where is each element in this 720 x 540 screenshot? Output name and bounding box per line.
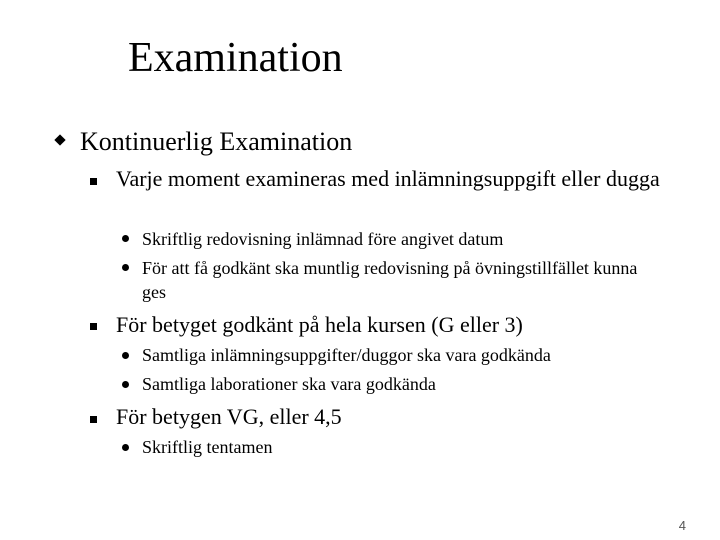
round-bullet-icon xyxy=(122,352,129,359)
main-bullet-text: Kontinuerlig Examination xyxy=(80,127,353,156)
list-item-level-3: Skriftlig redovisning inlämnad före angivet datum xyxy=(142,229,504,249)
list-item-level-3: Samtliga inlämningsuppgifter/duggor ska vara godkända xyxy=(142,345,551,365)
list-item-level-3: Samtliga laborationer ska vara godkända xyxy=(142,374,436,394)
round-bullet-icon xyxy=(122,444,129,451)
square-bullet-icon xyxy=(90,178,97,185)
round-bullet-icon xyxy=(122,264,129,271)
diamond-bullet-icon xyxy=(54,134,65,145)
round-bullet-icon xyxy=(122,235,129,242)
slide-title: Examination xyxy=(128,35,343,81)
list-item-level-2: För betygen VG, eller 4,5 xyxy=(116,404,342,429)
page-number: 4 xyxy=(678,518,686,533)
square-bullet-icon xyxy=(90,416,97,423)
list-item-level-3: För att få godkänt ska muntlig redovisning på övningstillfället kunna ges xyxy=(142,258,638,302)
square-bullet-icon xyxy=(90,323,97,330)
round-bullet-icon xyxy=(122,381,129,388)
list-item-level-3: Skriftlig tentamen xyxy=(142,437,273,457)
list-item-level-2: Varje moment examineras med inlämningsuppgift eller dugga xyxy=(116,166,660,191)
list-item-level-2: För betyget godkänt på hela kursen (G eller 3) xyxy=(116,312,523,337)
